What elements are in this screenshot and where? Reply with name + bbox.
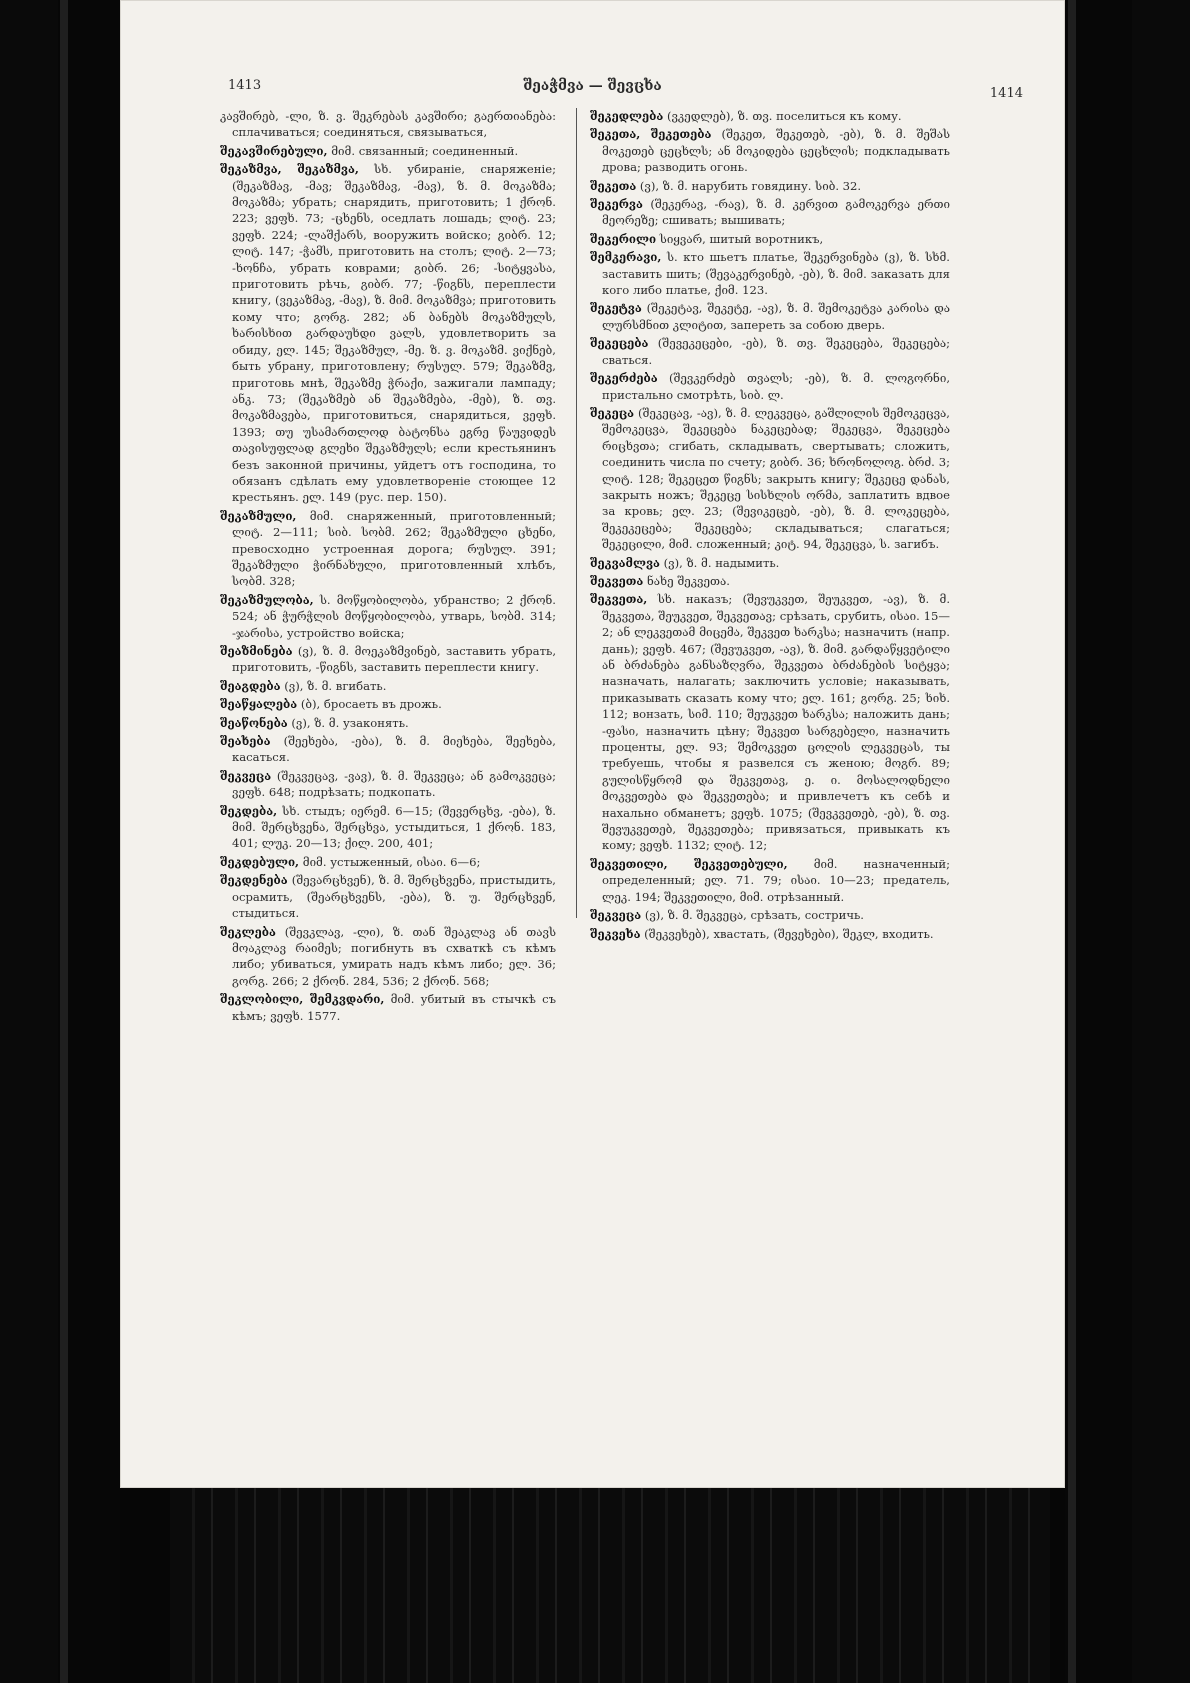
entry-definition: ს. მოწყობილობა, убранство; 2 ქრონ. 524; ან ჭურჭლის მოწყობილობა, утварь, სობმ. 314; -ჯარისა, устройство войска; bbox=[232, 592, 556, 640]
entry-headword: შეკაზმული, bbox=[220, 508, 297, 523]
entry-definition: სხ. стыдъ; იერემ. 6—15; (შევერცხვ, -ება), ზ. მიმ. შერცხვენა, შერცხვა, устыдиться, 1 ქრონ. 183, 401; ლუკ. 20—13; ქილ. 200, 401; bbox=[232, 803, 556, 851]
dictionary-entry bbox=[220, 715, 556, 731]
entry-definition: (ვ), ზ. მ. შეკვეცა, срѣзать, состричь. bbox=[644, 908, 864, 923]
dictionary-entry bbox=[590, 249, 950, 298]
entry-headword: შეკლება bbox=[220, 924, 276, 939]
entry-definition: (შეკეთ, შეკეთებ, -ებ), ზ. მ. შეშას მოკეთებ ცეცხლს; ან მოკიდება ცეცხლის; подкладывать дрова; разводить огонь. bbox=[602, 127, 951, 175]
entry-headword: შეახება bbox=[220, 734, 271, 749]
entry-definition: (შევკერძებ თვალს; -ებ), ზ. მ. ლოგორნი, пристально смотрѣть, სიბ. ლ. bbox=[602, 371, 950, 402]
dictionary-entry bbox=[590, 108, 950, 124]
entry-definition: (შეკვეხებ), хвастать, (შევეხები), შეკლ, входить. bbox=[644, 926, 934, 941]
entry-definition: (ვკედლებ), ზ. თვ. поселиться къ кому. bbox=[666, 109, 902, 123]
dictionary-entry bbox=[590, 907, 950, 923]
entry-headword: შეკედლება bbox=[590, 109, 664, 123]
entry-definition: ნახე შეკვეთა. bbox=[646, 573, 730, 588]
entry-headword: შეკვეთა bbox=[590, 573, 644, 588]
dictionary-entry bbox=[220, 643, 556, 676]
right-scanner-frame bbox=[1132, 0, 1190, 1683]
entry-definition: (ვ), ზ. მ. нарубить говядину. სიბ. 32. bbox=[639, 178, 862, 193]
entry-definition: მიმ. назначенный; определенный; ელ. 71. 79; ისაი. 10—23; предатель, ლეკ. 194; შეკვეთილი, მიმ. отрѣзанный. bbox=[602, 856, 950, 904]
dictionary-entry bbox=[220, 678, 556, 694]
dictionary-entry bbox=[220, 872, 556, 921]
entry-definition: (შევეკეცები, -ებ), ზ. თვ. შეკეცება, შეკეცება; сваться. bbox=[602, 336, 951, 367]
entry-definition: (ბ), бросаеть въ дрожь. bbox=[300, 697, 442, 712]
entry-headword: შეკერილი bbox=[590, 231, 657, 246]
entry-definition: (შევარცხვენ), ზ. მ. შერცხვენა, пристыдить, осрамить, (შეარცხვენს, -ება), ზ. უ. შერცხვენ, стыдиться. bbox=[232, 873, 556, 921]
entry-definition: სხ. убираніе, снаряженіе; (შეკაზმავ, -მავ; შეკაზმავ, -მავ), ზ. მ. მოკაზმა; მოკაზმა; убрать; снарядить, приготовить; 1 ქრონ. 223; ვეფხ. 73; -ცხენს, оседлать лошадь; ლიტ. 23; ვეფხ. 224; -ლაშქარს, вооружить войско; გიბრ. 12; ლიტ. 147; -ჭამს, приготовить на столъ; ლიტ. 2—73; -ხონჩა, убрать коврами; გიბრ. 26; -სიტყვასა, приготовить рѣчь, გიბრ. 77; -წიგნს, переплести книгу, (ვეკაზმავ, -მავ), ზ. მიმ. მოკაზმვა; приготовить кому что; გორგ. 282; ან ბანებს მოკაზმულს, ხარისხით გარდაუხდი ვალს, удовлетворить за обиду, ელ. 145; შეკაზმულ, -მე. ზ. ვ. მოკაზმ. ვიქნებ, быть убрану, приготовлену; რუსულ. 579; შეკაზმვ, приготовь мнѣ, შეკაზმე ჭრაქი, зажигали лампаду; ანკ. 73; (შეკაზმებ ან შეკაზმება, -მებ), ზ. თვ. მოკაზმავება, приготовиться, снарядиться, ვეფხ. 1393; თუ უსამართლოდ ბატონსა ეგრე წაუვიდეს თავისუფლად გლეხი შეკაზმულს; если крестьянинъ безъ законной причины, уйдетъ отъ господина, то обязанъ сдѣлать ему удовлетвореніе стоющее 12 крестьянъ. ელ. 149 (рус. пер. 150). bbox=[232, 162, 556, 505]
left-column bbox=[220, 108, 556, 1026]
dictionary-entry bbox=[590, 126, 950, 175]
entry-headword: შეკლობილი, შემკვდარი, bbox=[220, 992, 385, 1007]
entry-headword: შეკვეცა bbox=[220, 768, 272, 783]
dictionary-entry bbox=[590, 926, 950, 942]
dictionary-entry bbox=[220, 924, 556, 990]
dictionary-entry bbox=[220, 508, 556, 590]
dictionary-entry bbox=[590, 405, 950, 553]
entry-headword: შეკერძება bbox=[590, 371, 658, 386]
entry-headword: შეკდება, bbox=[220, 803, 278, 818]
dictionary-entry bbox=[590, 856, 950, 905]
entry-definition: (შეკეტავ, შეკეტე, -ავ), ზ. მ. შემოკეტვა კარისა და ლურსმნით კლიტით, запереть за собою дверь. bbox=[602, 301, 950, 332]
entry-definition: (ვ), ზ. მ. მოეკაზმვინებ, заставить убрать, приготовить, -წიგნს, заставить переплести книгу. bbox=[232, 644, 557, 675]
entry-definition: მიმ. устыженный, ისაი. 6—6; bbox=[302, 854, 481, 869]
dictionary-entry bbox=[220, 696, 556, 712]
entry-definition: (შეკერავ, -რავ), ზ. მ. კერვით გამოკერვა ერთი მეორეზე; сшивать; вышивать; bbox=[602, 197, 950, 228]
dictionary-entry bbox=[590, 335, 950, 368]
entry-headword: შეკეთა, შეკეთება bbox=[590, 127, 712, 142]
entry-headword: შეკდენება bbox=[220, 873, 288, 888]
dictionary-entry bbox=[590, 300, 950, 333]
page-header bbox=[120, 72, 1065, 102]
dictionary-entry bbox=[590, 591, 950, 854]
entry-definition: (ვ), ზ. მ. узаконять. bbox=[291, 715, 409, 730]
entry-headword: შეკეცა bbox=[590, 405, 635, 420]
dictionary-entry bbox=[590, 196, 950, 229]
entry-definition: ს. кто шьетъ платье, შეკერვინება (ვ), ზ. სხმ. заставить шить; (შევაკერვინებ, -ებ), ზ. მიმ. заказать для кого либо платье, ქიმ. 123. bbox=[602, 250, 950, 298]
dictionary-entry bbox=[220, 733, 556, 766]
right-column bbox=[590, 108, 950, 944]
dictionary-entry bbox=[590, 231, 950, 247]
entry-headword: შეაგდება bbox=[220, 678, 281, 693]
entry-definition: (შეეხება, -ება), ზ. მ. მიეხება, შეეხება, касаться. bbox=[232, 734, 556, 765]
entry-headword: შეკვამლვა bbox=[590, 555, 660, 570]
right-edge-stripe bbox=[1068, 0, 1076, 1683]
entry-headword: შეკაზმულობა, bbox=[220, 592, 314, 607]
entry-headword: შეაწონება bbox=[220, 715, 288, 730]
dictionary-entry bbox=[220, 854, 556, 870]
dictionary-entry bbox=[220, 161, 556, 506]
entry-definition: კავშირებ, -ლი, ზ. ვ. შეკრებას კავშირი; გაერთიანება: сплачиваться; соединяться, связываться, bbox=[220, 109, 556, 140]
dictionary-entry bbox=[220, 592, 556, 641]
left-edge-stripe bbox=[60, 0, 68, 1683]
entry-headword: შეკეტვა bbox=[590, 301, 642, 316]
page-number-left: 1413 bbox=[228, 78, 262, 93]
entry-headword: შეკვეთა, bbox=[590, 592, 648, 607]
entry-definition: (ვ), ზ. მ. надымить. bbox=[663, 555, 780, 570]
entry-definition: სიყვარ, шитый воротникъ, bbox=[659, 231, 824, 246]
entry-headword: შეკვეხა bbox=[590, 926, 641, 941]
entry-definition: (შეკეცავ, -ავ), ზ. მ. ლეკვეცა, გაშლილის შემოკეცვა, შემოკეცვა, შეკეცება ნაკეცებად; შეკეცვა, შეკეცება რიცხვთა; сгибать, складывать, свертывать; сложить, соединить числа по счету; გიბრ. 36; ხრონოლოგ. ბრძ. 3; ლიტ. 128; შეკეცეთ წიგნს; закрыть книгу; შეკეცე დანას, закрыть ножъ; შეკეცე სისხლის ორმა, заплатить вдвое за кровь; ელ. 23; (შევიკეცებ, -ებ), ზ. მ. ლოკეცება, შეკეკეცება; შეკეცება; складываться; слагаться; შეკეცილი, მიმ. сложенный; კიტ. 94, შეკეცვა, ს. загибъ. bbox=[602, 405, 950, 552]
entry-headword: შეკავშირებული, bbox=[220, 143, 328, 158]
entry-headword: შეკეცება bbox=[590, 336, 649, 351]
dictionary-entry bbox=[220, 991, 556, 1024]
entry-definition: (ვ), ზ. მ. вгибать. bbox=[284, 678, 387, 693]
dictionary-entry bbox=[590, 370, 950, 403]
entry-headword: შეაზმინება bbox=[220, 644, 293, 658]
left-scanner-frame bbox=[0, 0, 58, 1683]
entry-definition: (შეკვეცავ, -ვავ), ზ. მ. შეკვეცა; ან გამოკვეცა; ვეფხ. 648; подрѣзать; подкопать. bbox=[232, 768, 557, 800]
entry-headword: შეკვეთილი, შეკვეთებული, bbox=[590, 856, 788, 871]
dictionary-entry bbox=[590, 573, 950, 589]
entry-definition: მიმ. убитый въ стычкѣ съ кѣмъ; ვეფხ. 1577. bbox=[232, 992, 556, 1023]
running-head: შეაჭმვა — შევცხა bbox=[523, 78, 662, 94]
entry-headword: შეაწყალება bbox=[220, 697, 298, 712]
dictionary-entry bbox=[220, 768, 556, 801]
entry-definition: მიმ. связанный; соединенный. bbox=[331, 143, 519, 158]
entry-headword: შეკდებული, bbox=[220, 854, 300, 869]
page-number-right: 1414 bbox=[989, 86, 1023, 101]
dictionary-entry bbox=[220, 803, 556, 852]
entry-headword: შემკერავი, bbox=[590, 250, 662, 265]
entry-headword: შეკეთა bbox=[590, 178, 637, 193]
dictionary-entry bbox=[220, 143, 556, 159]
entry-headword: შეკაზმვა, შეკაზმვა, bbox=[220, 162, 359, 177]
dictionary-entry bbox=[590, 555, 950, 571]
dictionary-entry bbox=[220, 108, 556, 141]
dictionary-entry bbox=[590, 178, 950, 194]
dictionary-page bbox=[120, 0, 1065, 1488]
entry-definition: მიმ. снаряженный, приготовленный; ლიტ. 2—111; სიბ. სობმ. 262; შეკაზმული ცხენი, превосходно устроенная дорога; რუსულ. 391; შეკაზმული ჭირნახული, приготовленный хлѣбъ, სობმ. 328; bbox=[232, 508, 557, 589]
entry-headword: შეკვეცა bbox=[590, 908, 642, 923]
column-divider bbox=[576, 108, 577, 918]
entry-definition: სხ. наказъ; (შევუკვეთ, შეუკვეთ, -ავ), ზ. მ. შეკვეთა, შეუკვეთ, შეკვეთავ; срѣзать, срубить, ისაი. 15—2; ან ლეკვეთამ მიცემა, შეკვეთ ხარკსა; назначить (напр. дань); ვეფხ. 467; (შევუკვეთ, -ავ), ზ. მიმ. გარდაწყვეტილი ან ბრძანება განსაზღვრა, შეკვეთა ბრძანების სიტყვა; назначать, налагать; заключить условіе; наказывать, приказывать сказать кому что; ელ. 161; გორგ. 25; ხიხ. 112; вонзать, სიმ. 110; შეუკვეთ ხარკსა; наложить дань; -ფასი, назначить цѣну; შეკვეთ სარგებელი, назначить проценты, ელ. 93; შემოკვეთ ცოლის ლეკვეცას, ты требуешь, чтобы я развелся съ женою; მოგრ. 89; გულისწყრომ და შეკვეთავ, ე. ი. მოსალოდნელი მოკვეთება და შეკვეთება; и привлечетъ къ себѣ и нахально обманетъ; ვეფხ. 1075; (შევკვეთებ, -ებ), ზ. თვ. შევუკვეთებ, შეკვეთება; привязаться, привыкать къ кому; ვეფხ. 1132; ლიტ. 12; bbox=[602, 592, 951, 853]
entry-definition: (შევკლავ, -ლი), ზ. თან შეაკლავ ან თავს მოაკლავ რაიმეს; погибнуть въ схваткѣ съ кѣмъ либо; убиваться, умирать надъ кѣмъ либо; ელ. 36; გორგ. 266; 2 ქრონ. 284, 536; 2 ქრონ. 568; bbox=[232, 924, 556, 988]
scan-bottom-stripes bbox=[170, 1488, 1050, 1683]
entry-headword: შეკერვა bbox=[590, 197, 643, 212]
